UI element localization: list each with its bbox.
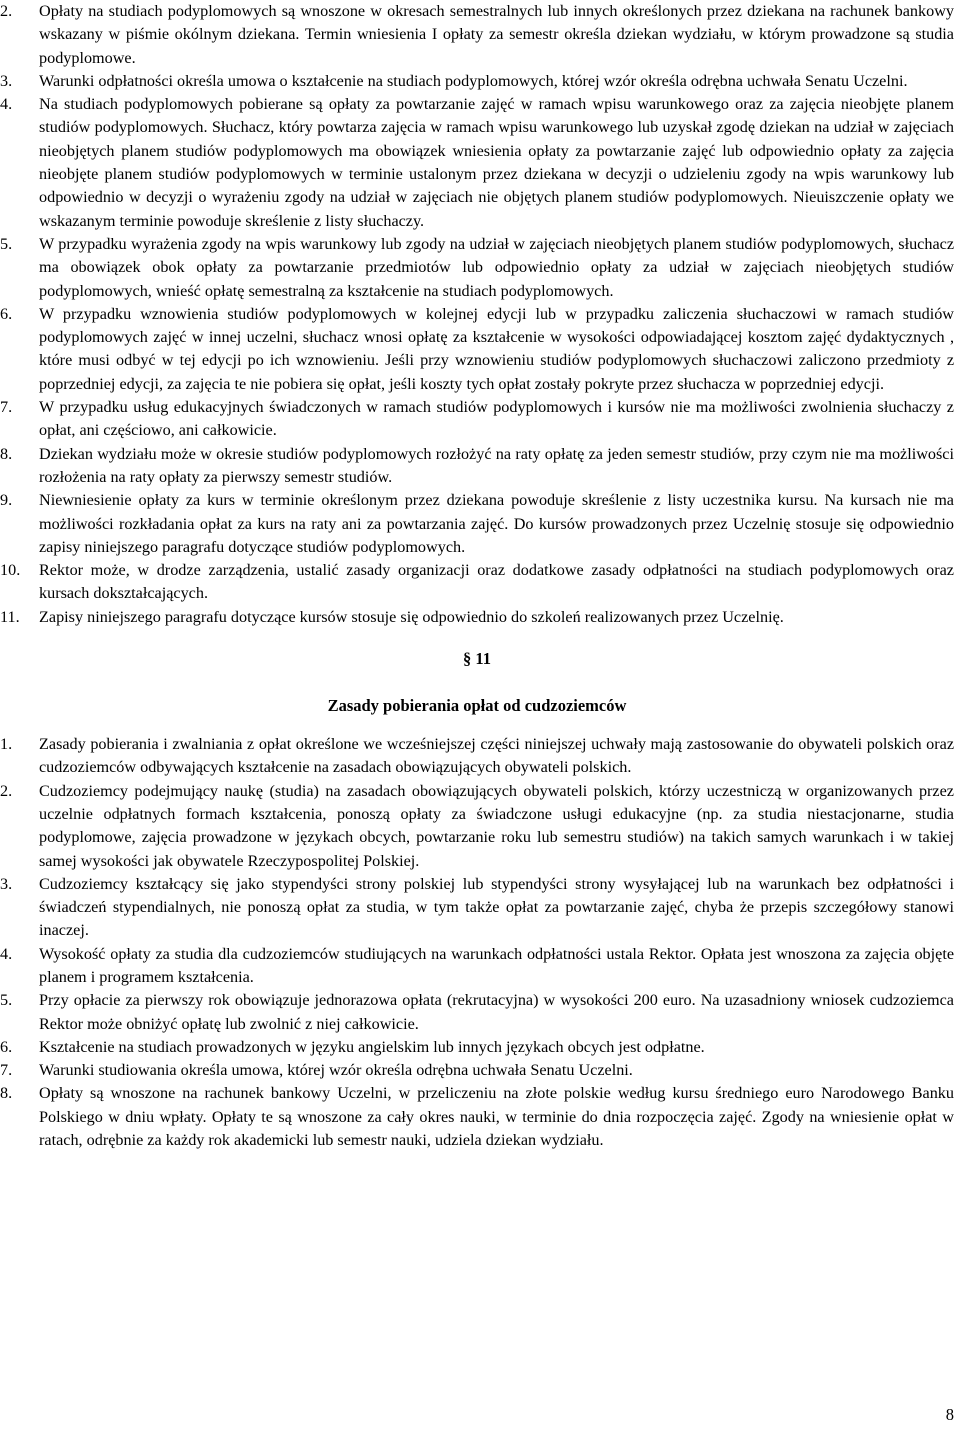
item-number: 5. [0,234,13,253]
list-item [0,0,954,70]
list-item [0,943,954,990]
item-text: Rektor może, w drodze zarządzenia, ustalić zasady organizacji oraz dodatkowe zasady odpłatności na studiach podyplomowych oraz kursach dokształcających. [39,561,954,603]
list-item [0,303,954,396]
item-number: 10. [0,561,21,580]
item-text: Opłaty są wnoszone na rachunek bankowy Uczelni, w przeliczeniu na złote polskie według kursu średniego euro Narodowego Banku Polskiego w dniu wpłaty. Opłaty te są wnoszone za cały okres nauki, w terminie do dnia rozpoczęcia zajęć. Zgody na wniesienie opłat w ratach, odrębnie za każdy rok akademicki lub semestr nauki, udziela dziekan wydziału. [39,1084,954,1150]
list-item [0,93,954,233]
item-number: 8. [0,1084,13,1103]
item-number: 8. [0,444,13,463]
item-text: Warunki odpłatności określa umowa o kształcenie na studiach podyplomowych, której wzór określa odrębna uchwała Senatu Uczelni. [39,71,908,90]
item-text: Przy opłacie za pierwszy rok obowiązuje jednorazowa opłata (rekrutacyjna) w wysokości 200 euro. Na uzasadniony wniosek cudzoziemca Rektor może obniżyć opłatę lub zwolnić z niej całkowicie. [39,991,954,1033]
list-item [0,396,954,443]
item-number: 7. [0,1061,13,1080]
item-number: 5. [0,991,13,1010]
item-text: Cudzoziemcy podejmujący naukę (studia) na zasadach obowiązujących obywateli polskich, którzy uczestniczą w organizowanych przez uczelnie odpłatnych formach kształcenia, ponoszą opłaty za świadczone usługi edukacyjne (np. za studia niestacjonarne, studia podyplomowe, zajęcia prowadzone w językach obcych, powtarzanie roku lub semestru studiów) na takich samych warunkach i w takiej samej wysokości jak obywatele Rzeczypospolitej Polskiej. [39,781,954,870]
item-number: 2. [0,2,13,20]
item-text: Niewniesienie opłaty za kurs w terminie określonym przez dziekana powoduje skreślenie z listy uczestnika kursu. Na kursach nie ma możliwości rozkładania opłat za kurs na raty ani za powtarzania zajęć. Do kursów prowadzonych przez Uczelnię stosuje się odpowiednio zapisy niniejszego paragrafu dotyczące studiów podyplomowych. [39,491,954,556]
item-text: W przypadku wyrażenia zgody na wpis warunkowy lub zgody na udział w zajęciach nieobjętych planem studiów podyplomowych, słuchacz ma obowiązek obok opłaty za powtarzanie przedmiotów lub odpowiednio opłaty za udział w zajęciach nieobjętych studiów podyplomowych, wnieść opłatę semestralną za kształcenie na studiach podyplomowych. [39,234,954,300]
item-number: 4. [0,944,13,963]
list-item [0,606,954,629]
list-item [0,780,954,873]
section-number: § 11 [463,649,491,669]
list-item [0,873,954,943]
item-number: 1. [0,735,13,754]
item-text: Zasady pobierania i zwalniania z opłat określone we wcześniejszej części niniejszej uchwały mają zastosowanie do obywateli polskich oraz cudzoziemców odbywających kształcenie na zasadach obowiązujących obywateli polskich. [39,735,954,777]
section-10-list [0,0,954,629]
item-number: 11. [0,607,20,626]
item-text: Kształcenie na studiach prowadzonych w języku angielskim lub innych językach obcych jest odpłatne. [39,1037,705,1056]
item-text: Dziekan wydziału może w okresie studiów podyplomowych rozłożyć na raty opłatę za jeden semestr studiów, przy czym nie ma możliwości rozłożenia na raty opłaty za pierwszy semestr studiów. [39,444,954,486]
item-text: Cudzoziemcy kształcący się jako stypendyści strony polskiej lub stypendyści strony wysyłającej lub na warunkach bez odpłatności i świadczeń stypendialnych, nie ponoszą opłat za studia, w tym także opłat za powtarzanie zajęć, chyba że przepis szczegółowy stanowi inaczej. [39,874,954,940]
item-text: W przypadku usług edukacyjnych świadczonych w ramach studiów podyplomowych i kursów nie ma możliwości zwolnienia słuchaczy z opłat, ani częściowo, ani całkowicie. [39,398,954,440]
list-item [0,1059,954,1082]
item-number: 3. [0,71,13,90]
item-number: 3. [0,874,13,893]
list-item [0,233,954,303]
list-item [0,443,954,490]
item-number: 7. [0,398,13,417]
list-item [0,1082,954,1152]
list-item [0,559,954,606]
section-title: Zasady pobierania opłat od cudzoziemców [327,696,627,716]
item-text: W przypadku wznowienia studiów podyplomowych w kolejnej edycji lub w przypadku zaliczenia słuchaczowi w ramach studiów podyplomowych zajęć w innej uczelni, słuchacz wnosi opłatę za kształcenie w wysokości odpowiadającej kosztom zajęć dydaktycznych , które musi odbyć w tej edycji po ich wznowieniu. Jeśli przy wznowieniu studiów podyplomowych słuchaczowi zaliczono przedmioty z poprzedniej edycji, za zajęcia te nie pobiera się opłat, jeśli koszty tych opłat zostały pokryte przez słuchacza w poprzedniej edycji. [39,304,954,393]
list-item [0,989,954,1036]
item-number: 6. [0,1037,13,1056]
item-text: Na studiach podyplomowych pobierane są opłaty za powtarzanie zajęć w ramach wpisu warunkowego oraz za zajęcia nieobjęte planem studiów podyplomowych. Słuchacz, który powtarza zajęcia w ramach wpisu warunkowego lub uzyskał zgodę dziekan na udział w zajęciach nieobjętych planem studiów podyplomowych ma obowiązek wniesienia opłaty za powtarzanie zajęć lub odpowiednio opłaty za zajęcia nieobjęte planem studiów podyplomowych w terminie ustalonym przez dziekana w decyzji o udzieleniu zgody na wpis warunkowy lub odpowiednio w decyzji o wyrażeniu zgody na udział w zajęciach nie objętych planem studiów podyplomowych. Nieuiszczenie opłaty we wskazanym terminie powoduje skreślenie z listy słuchaczy. [39,95,954,230]
list-item [0,1036,954,1059]
item-number: 9. [0,491,13,510]
item-text: Zapisy niniejszego paragrafu dotyczące kursów stosuje się odpowiednio do szkoleń realizowanych przez Uczelnię. [39,607,784,626]
section-11-list [0,733,954,1152]
page-number: 8 [945,1405,954,1424]
item-number: 6. [0,304,13,323]
list-item [0,70,954,93]
item-number: 2. [0,781,13,800]
item-text: Opłaty na studiach podyplomowych są wnoszone w okresach semestralnych lub innych określonych przez dziekana na rachunek bankowy wskazany w piśmie okólnym dziekana. Termin wniesienia I opłaty za semestr określa dziekan wydziału, w którym prowadzone są studia podyplomowe. [39,2,954,67]
list-item [0,489,954,559]
item-text: Warunki studiowania określa umowa, której wzór określa odrębna uchwała Senatu Uczelni. [39,1061,633,1080]
item-text: Wysokość opłaty za studia dla cudzoziemców studiujących na warunkach odpłatności ustala Rektor. Opłata jest wnoszona za zajęcia objęte planem i programem kształcenia. [39,944,954,986]
list-item [0,733,954,780]
item-number: 4. [0,95,13,114]
